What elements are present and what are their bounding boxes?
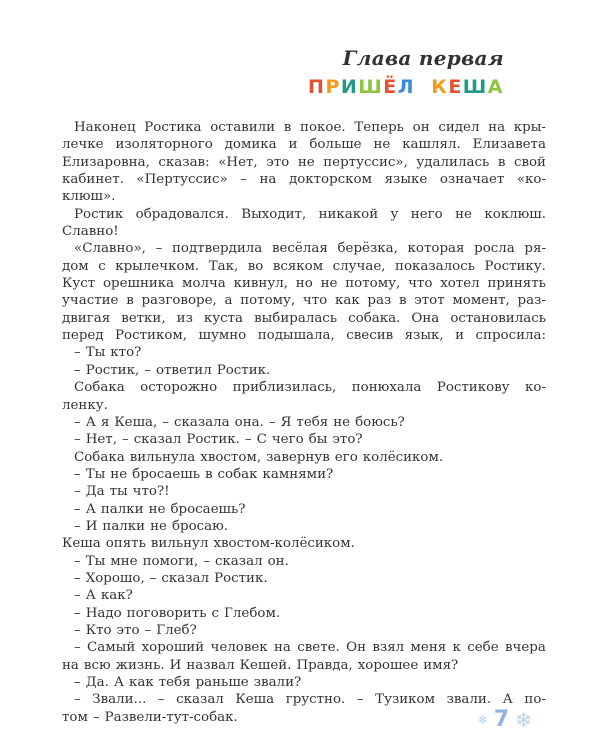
text-line: Кеша опять вильнул хвостом-колёсиком. (62, 536, 355, 552)
text-line: ленку. (62, 397, 108, 413)
text-line: – А палки не бросаешь? (74, 501, 246, 517)
title-letter: Ё (383, 76, 398, 98)
text-line: двигая ветки, из куста выбиралась собака. Она остановилась (62, 310, 546, 326)
text-line: Славно! (62, 224, 119, 240)
text-line: Куст орешника молча кивнул, но не потому, что хотел принять (62, 276, 546, 292)
page-number: 7 (493, 707, 510, 732)
title-letter: Л (397, 76, 416, 98)
title-letter: К (431, 76, 449, 98)
text-line: на всю жизнь. И назвал Кешей. Правда, хорошее имя? (62, 657, 459, 673)
text-line: «Славно», – подтвердила весёлая берёзка, которая росла ря- (74, 241, 546, 257)
text-line: – Хорошо, – сказал Ростик. (74, 570, 268, 586)
text-line: Ростик обрадовался. Выходит, никакой у него не коклюш. (74, 206, 546, 222)
text-line: Собака вильнула хвостом, завернув его колёсиком. (74, 449, 444, 465)
chapter-label: Глава первая (342, 46, 504, 70)
text-line: – А я Кеша, – сказала она. – Я тебя не боюсь? (74, 414, 405, 430)
text-line: Собака осторожно приблизилась, понюхала Ростикову ко- (74, 380, 546, 396)
text-line: – Нет, – сказал Ростик. – С чего бы это? (74, 432, 363, 448)
title-letter (415, 76, 431, 98)
title-letter: И (340, 76, 359, 98)
text-line: – Кто это – Глеб? (74, 622, 197, 638)
text-line: – Ты мне помоги, – сказал он. (74, 553, 289, 569)
text-line: том – Развели-тут-собак. (62, 709, 238, 725)
text-line: участие в разговоре, а потому, что как раз в этот момент, раз- (62, 293, 546, 309)
text-line: – Звали... – сказал Кеша грустно. – Тузиком звали. А по- (74, 692, 546, 708)
text-line: перед Ростиком, шумно подышала, свесив язык, и спросила: (62, 328, 546, 344)
text-line: Елизаровна, сказав: «Нет, это не пертуссис», удалилась в свой (62, 154, 546, 170)
text-line: кабинет. «Пертуссис» – на докторском языке означает «ко- (62, 172, 546, 188)
text-line: лечке изоляторного домика и больше не кашлял. Елизавета (62, 137, 546, 153)
text-line: – И палки не бросаю. (74, 518, 229, 534)
title-letter: Е (448, 76, 463, 98)
snowflake-small-icon: ❄ (477, 712, 488, 727)
title-letter: Ш (462, 76, 488, 98)
text-line: дом с крылечком. Так, во всяком случае, показалось Ростику. (62, 258, 546, 274)
text-line: – Ты не бросаешь в собак камнями? (74, 466, 334, 482)
text-line: – Да. А как тебя раньше звали? (74, 675, 302, 690)
chapter-title (308, 76, 504, 98)
text-line: клюш». (62, 189, 116, 205)
snowflake-large-icon: ❄ (515, 707, 532, 732)
page-footer (478, 707, 532, 732)
title-letter: А (487, 76, 504, 98)
text-line: Наконец Ростика оставили в покое. Теперь он сидел на кры- (74, 120, 546, 135)
text-line: – Надо поговорить с Глебом. (74, 605, 281, 621)
text-line: – А как? (74, 588, 133, 604)
text-line: – Ростик, – ответил Ростик. (74, 362, 271, 378)
title-letter: Ш (358, 76, 384, 98)
title-letter: Р (325, 76, 341, 98)
chapter-text (62, 119, 546, 726)
title-letter: П (308, 76, 326, 98)
text-line: – Самый хороший человек на свете. Он взял меня к себе вчера (74, 640, 546, 656)
text-line: – Ты кто? (74, 345, 142, 361)
text-line: – Да ты что?! (74, 484, 170, 500)
